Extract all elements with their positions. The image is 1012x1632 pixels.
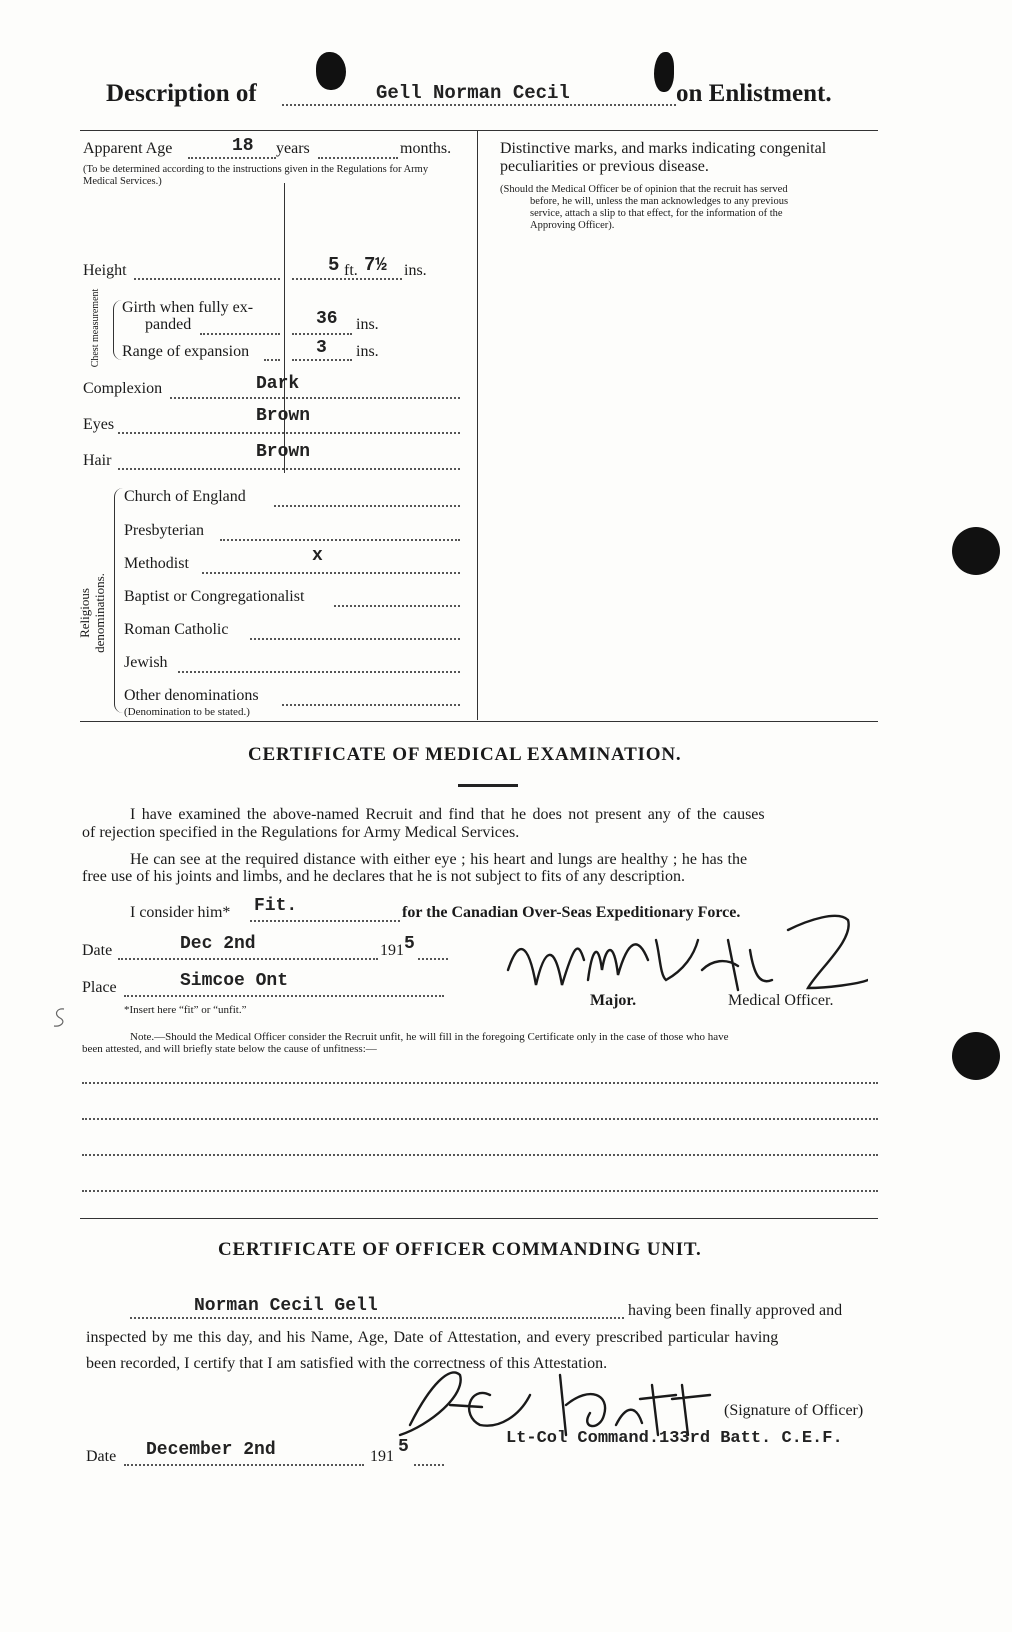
medical-note-line2: been attested, and will briefly state below the cause of unfitness:— (82, 1043, 377, 1055)
other-denomination-note: (Denomination to be stated.) (124, 706, 250, 718)
months-label: months. (400, 140, 452, 157)
years-label: years (276, 140, 310, 157)
unfitness-line (82, 1190, 878, 1192)
commanding-officer-title: Lt-Col Command.133rd Batt. C.E.F. (506, 1429, 843, 1448)
commanding-line1-suffix: having been finally approved and (628, 1302, 843, 1319)
section-rule (80, 721, 878, 722)
religion-group-label-line1: Religious (77, 588, 92, 638)
recruit-name-header: Gell Norman Cecil (376, 82, 570, 104)
unfitness-line (82, 1118, 878, 1120)
height-inches: 7½ (364, 254, 387, 276)
height-label: Height (83, 262, 127, 279)
value-column-divider (284, 183, 285, 473)
medical-place-label: Place (82, 979, 117, 996)
distinctive-note-line2: before, he will, unless the man acknowledges to any previous (530, 196, 789, 207)
girth-label-line2: panded (145, 316, 192, 333)
age-note: (To be determined according to the instructions given in the Regulations for Army Medical Services.) (83, 164, 429, 187)
distinctive-note-line4: Approving Officer). (530, 220, 615, 231)
medical-certificate-title: CERTIFICATE OF MEDICAL EXAMINATION. (248, 744, 682, 765)
ink-blot (654, 52, 674, 92)
distinctive-note-line1: (Should the Medical Officer be of opinion that the recruit has served (500, 184, 788, 195)
header-rule (80, 130, 878, 131)
religion-item: Other denominations (124, 687, 259, 704)
unfitness-line (82, 1082, 878, 1084)
commanding-line2: inspected by me this day, and his Name, Age, Date of Attestation, and every prescribed particular having (86, 1329, 779, 1346)
religion-group-label (77, 553, 107, 673)
religion-item: Methodist (124, 555, 189, 572)
distinctive-heading-line1: Distinctive marks, and marks indicating congenital (500, 140, 827, 157)
medical-para1-line1: I have examined the above-named Recruit and find that he does not present any of the causes (130, 806, 765, 823)
age-label: Apparent Age (83, 140, 173, 157)
title-underline (458, 784, 518, 787)
distinctive-note-line3: service, attach a slip to that effect, for the information of the (530, 208, 783, 219)
religion-mark: x (312, 546, 323, 566)
commanding-recruit-name: Norman Cecil Gell (194, 1296, 378, 1316)
hair-value: Brown (256, 442, 311, 462)
medical-date-value: Dec 2nd (180, 934, 256, 954)
distinctive-heading-line2: peculiarities or previous disease. (500, 158, 709, 175)
height-feet: 5 (328, 254, 340, 276)
commanding-year-digit: 5 (398, 1437, 409, 1457)
column-divider (477, 130, 478, 720)
pencil-mark (50, 1006, 70, 1030)
commanding-date-label: Date (86, 1448, 117, 1465)
commanding-date-value: December 2nd (146, 1440, 276, 1460)
medical-para2-line1: He can see at the required distance with either eye ; his heart and lungs are healthy ; he has the (130, 851, 748, 868)
medical-year-digit: 5 (404, 934, 415, 954)
eyes-value: Brown (256, 406, 311, 426)
consider-suffix: for the Canadian Over-Seas Expeditionary Force. (402, 904, 741, 921)
religion-item: Baptist or Congregationalist (124, 588, 305, 605)
commanding-certificate-title: CERTIFICATE OF OFFICER COMMANDING UNIT. (218, 1239, 702, 1260)
consider-label: I consider him* (130, 904, 231, 921)
medical-note-line1: Note.—Should the Medical Officer consider the Recruit unfit, he will fill in the foregoing Certificate only in the case of those who have (130, 1031, 729, 1043)
range-unit: ins. (356, 343, 379, 360)
hair-label: Hair (83, 452, 112, 469)
religion-group-label-line2: denominations. (92, 573, 107, 653)
unfitness-line (82, 1154, 878, 1156)
punch-hole (952, 527, 1000, 575)
signature-label: (Signature of Officer) (724, 1402, 864, 1419)
header-prefix: Description of (106, 80, 257, 107)
commanding-year-prefix: 191 (370, 1448, 394, 1465)
medical-year-prefix: 191 (380, 942, 404, 959)
inches-label: ins. (404, 262, 427, 279)
ink-blot (316, 52, 346, 90)
religion-item: Roman Catholic (124, 621, 229, 638)
commanding-line3: been recorded, I certify that I am satisfied with the correctness of this Attestation. (86, 1355, 608, 1372)
medical-officer-rank: Major. (590, 992, 637, 1009)
religion-item: Presbyterian (124, 522, 204, 539)
fitness-value: Fit. (254, 896, 298, 916)
chest-group-label: Chest measurement (90, 288, 101, 368)
medical-para1-line2: of rejection specified in the Regulations for Army Medical Services. (82, 824, 520, 841)
religion-item: Church of England (124, 488, 246, 505)
feet-label: ft. (344, 262, 358, 279)
age-value: 18 (232, 136, 254, 156)
medical-para2-line2: free use of his joints and limbs, and he declares that he is not subject to fits of any description. (82, 868, 685, 885)
complexion-label: Complexion (83, 380, 163, 397)
range-value: 3 (316, 338, 327, 358)
medical-date-label: Date (82, 942, 113, 959)
header-suffix: on Enlistment. (676, 80, 832, 107)
girth-value: 36 (316, 309, 338, 329)
medical-place-value: Simcoe Ont (180, 971, 289, 991)
medical-officer-title: Medical Officer. (728, 992, 834, 1009)
girth-label-line1: Girth when fully ex- (122, 299, 254, 316)
punch-hole (952, 1032, 1000, 1080)
religion-item: Jewish (124, 654, 168, 671)
girth-unit: ins. (356, 316, 379, 333)
complexion-value: Dark (256, 374, 300, 394)
insert-note: *Insert here “fit” or “unfit.” (124, 1004, 247, 1016)
range-label: Range of expansion (122, 343, 250, 360)
section-rule (80, 1218, 878, 1219)
eyes-label: Eyes (83, 416, 115, 433)
